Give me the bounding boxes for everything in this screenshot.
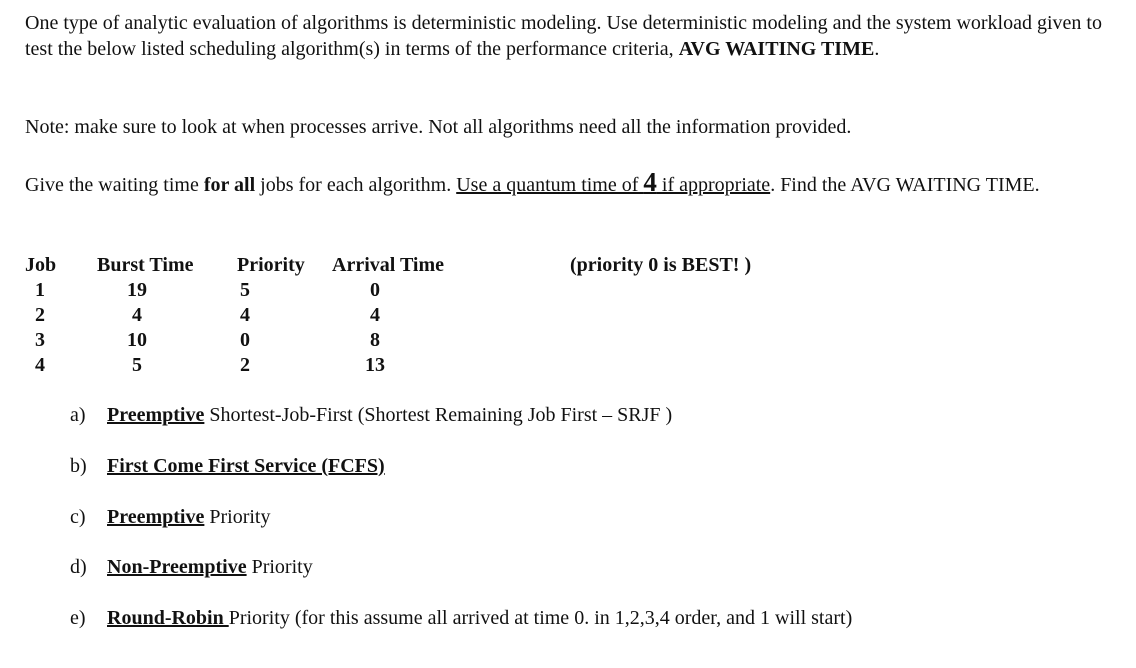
cell-job: 4 <box>35 354 45 376</box>
item-keyword: Preemptive <box>107 506 205 528</box>
item-keyword: Non-Preemptive <box>107 556 247 578</box>
cell-arrival-time: 0 <box>370 279 380 301</box>
quantum-instruction <box>456 167 771 197</box>
item-label: b) <box>70 455 87 477</box>
item-label: e) <box>70 607 86 629</box>
cell-burst-time: 4 <box>132 304 142 326</box>
item-label: c) <box>70 506 86 528</box>
note-paragraph: Note: make sure to look at when processes arrive. Not all algorithms need all the information provided. <box>25 116 852 138</box>
cell-arrival-time: 8 <box>370 329 380 351</box>
intro-paragraph <box>25 10 1115 62</box>
cell-priority: 4 <box>240 304 250 326</box>
item-text: Priority <box>246 556 313 578</box>
item-label: a) <box>70 404 86 426</box>
item-text: Priority <box>204 506 271 528</box>
header-burst-time: Burst Time <box>97 254 194 276</box>
list-item <box>70 607 852 630</box>
quantum-suffix: if appropriate <box>656 174 771 196</box>
list-item <box>70 556 313 579</box>
list-item <box>70 404 672 427</box>
cell-job: 1 <box>35 279 45 301</box>
quantum-value: 4 <box>643 167 657 197</box>
header-priority: Priority <box>237 254 305 276</box>
cell-burst-time: 19 <box>127 279 147 301</box>
intro-text-1: One type of analytic evaluation of algorithms is deterministic modeling. Use deterministic modeling and the system workload given to test the below listed scheduling algorithm(s) in terms of the performance criteria, <box>25 12 1102 60</box>
intro-criteria: AVG WAITING TIME <box>678 38 875 60</box>
cell-job: 3 <box>35 329 45 351</box>
list-item <box>70 455 385 478</box>
cell-priority: 5 <box>240 279 250 301</box>
cell-burst-time: 10 <box>127 329 147 351</box>
cell-arrival-time: 13 <box>365 354 385 376</box>
item-text: Shortest-Job-First (Shortest Remaining Job First – SRJF ) <box>204 404 673 426</box>
item-keyword: First Come First Service (FCFS) <box>107 455 385 477</box>
item-keyword: Preemptive <box>107 404 205 426</box>
instructions-text-2: jobs for each algorithm. <box>255 174 457 196</box>
priority-note: (priority 0 is BEST! ) <box>570 254 752 276</box>
list-item <box>70 506 271 529</box>
header-job: Job <box>25 254 57 276</box>
cell-job: 2 <box>35 304 45 326</box>
cell-arrival-time: 4 <box>370 304 380 326</box>
intro-text-2: . <box>874 38 880 60</box>
item-text: Priority (for this assume all arrived at time 0. in 1,2,3,4 order, and 1 will start) <box>228 607 853 629</box>
instructions-bold-phrase: for all <box>203 174 256 196</box>
instructions-text-3: . Find the AVG WAITING TIME. <box>770 174 1040 196</box>
cell-priority: 0 <box>240 329 250 351</box>
cell-burst-time: 5 <box>132 354 142 376</box>
header-arrival-time: Arrival Time <box>332 254 445 276</box>
quantum-prefix: Use a quantum time of <box>456 174 644 196</box>
item-keyword: Round-Robin <box>107 607 229 629</box>
item-label: d) <box>70 556 87 578</box>
instructions-text-1: Give the waiting time <box>25 174 204 196</box>
instructions-paragraph <box>25 167 1125 198</box>
cell-priority: 2 <box>240 354 250 376</box>
